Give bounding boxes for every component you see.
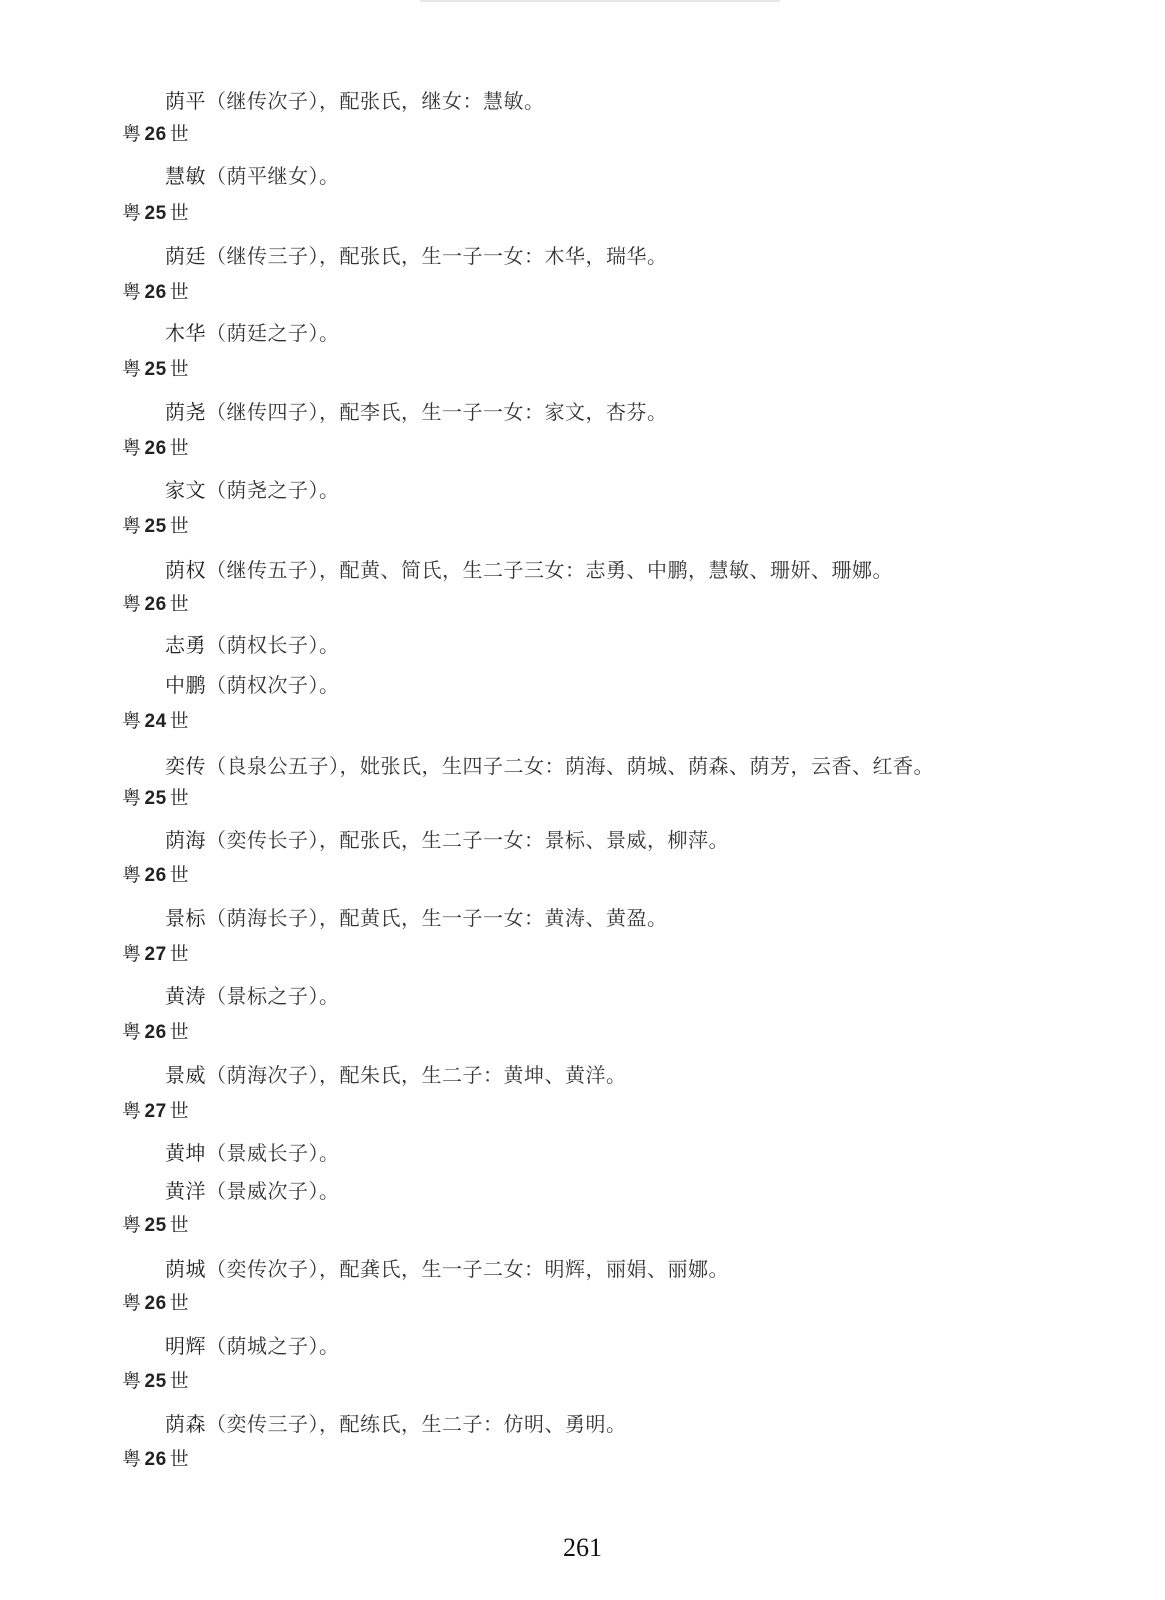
person-description: （继传五子），配黄、简氏，生二子三女：志勇、中鹏，慧敏、珊妍、珊娜。	[206, 558, 893, 582]
person-description: （荫海长子），配黄氏，生一子一女：黄涛、黄盈。	[206, 906, 668, 930]
person-entry	[165, 983, 340, 1009]
person-name: 慧敏	[165, 164, 206, 188]
person-name: 荫海	[165, 828, 206, 852]
generation-suffix: 世	[169, 516, 190, 537]
generation-suffix: 世	[169, 124, 190, 145]
generation-suffix: 世	[169, 203, 190, 224]
scan-edge-line	[420, 0, 780, 2]
person-entry	[165, 243, 668, 269]
person-entry	[165, 399, 668, 425]
generation-prefix: 粤	[122, 359, 142, 380]
generation-heading	[122, 280, 189, 306]
person-description: （继传次子），配张氏，继女：慧敏。	[206, 89, 545, 113]
person-description: （荫城之子）。	[206, 1334, 340, 1358]
person-name: 黄洋	[165, 1179, 206, 1203]
generation-prefix: 粤	[122, 594, 142, 615]
person-name: 景标	[165, 906, 206, 930]
person-name: 黄坤	[165, 1141, 206, 1165]
generation-number: 26	[144, 1022, 167, 1043]
generation-suffix: 世	[169, 1293, 190, 1314]
generation-prefix: 粤	[122, 1215, 142, 1236]
generation-number: 27	[144, 944, 167, 965]
person-entry	[165, 88, 545, 114]
generation-suffix: 世	[169, 1371, 190, 1392]
person-name: 志勇	[165, 633, 206, 657]
generation-suffix: 世	[169, 1022, 190, 1043]
generation-heading	[122, 122, 189, 148]
person-description: （荫廷之子）。	[206, 321, 340, 345]
generation-prefix: 粤	[122, 1022, 142, 1043]
person-entry	[165, 1333, 340, 1359]
generation-heading	[122, 436, 189, 462]
person-description: （奕传次子），配龚氏，生一子二女：明辉，丽娟、丽娜。	[206, 1257, 729, 1281]
generation-heading	[122, 709, 189, 735]
generation-number: 24	[144, 711, 167, 732]
generation-prefix: 粤	[122, 438, 142, 459]
generation-heading	[122, 1447, 189, 1473]
generation-number: 26	[144, 282, 167, 303]
person-name: 家文	[165, 478, 206, 502]
generation-suffix: 世	[169, 282, 190, 303]
generation-number: 26	[144, 865, 167, 886]
generation-suffix: 世	[169, 788, 190, 809]
person-description: （荫平继女）。	[206, 164, 340, 188]
person-name: 荫廷	[165, 244, 206, 268]
person-description: （景威次子）。	[206, 1179, 340, 1203]
generation-suffix: 世	[169, 1449, 190, 1470]
person-name: 荫尧	[165, 400, 206, 424]
generation-prefix: 粤	[122, 944, 142, 965]
person-name: 黄涛	[165, 984, 206, 1008]
generation-number: 25	[144, 1215, 167, 1236]
person-entry	[165, 753, 934, 779]
generation-prefix: 粤	[122, 788, 142, 809]
generation-number: 26	[144, 438, 167, 459]
person-entry	[165, 477, 340, 503]
person-description: （奕传长子），配张氏，生二子一女：景标、景威，柳萍。	[206, 828, 729, 852]
person-entry	[165, 905, 668, 931]
generation-number: 25	[144, 788, 167, 809]
person-description: （良泉公五子），妣张氏，生四子二女：荫海、荫城、荫森、荫芳，云香、红香。	[206, 754, 934, 778]
person-description: （奕传三子），配练氏，生二子：仿明、勇明。	[206, 1412, 627, 1436]
generation-prefix: 粤	[122, 203, 142, 224]
person-description: （景威长子）。	[206, 1141, 340, 1165]
person-name: 木华	[165, 321, 206, 345]
person-entry	[165, 163, 340, 189]
generation-number: 26	[144, 594, 167, 615]
generation-heading	[122, 357, 189, 383]
person-name: 奕传	[165, 754, 206, 778]
person-entry	[165, 1178, 340, 1204]
person-entry	[165, 1256, 729, 1282]
generation-prefix: 粤	[122, 516, 142, 537]
generation-suffix: 世	[169, 438, 190, 459]
generation-heading	[122, 1291, 189, 1317]
generation-suffix: 世	[169, 944, 190, 965]
person-entry	[165, 1062, 627, 1088]
person-entry	[165, 1411, 627, 1437]
person-description: （荫尧之子）。	[206, 478, 340, 502]
generation-suffix: 世	[169, 359, 190, 380]
generation-number: 26	[144, 1293, 167, 1314]
person-entry	[165, 557, 893, 583]
generation-prefix: 粤	[122, 1371, 142, 1392]
generation-heading	[122, 1369, 189, 1395]
generation-number: 25	[144, 1371, 167, 1392]
page-number: 261	[563, 1533, 602, 1562]
generation-suffix: 世	[169, 711, 190, 732]
person-name: 景威	[165, 1063, 206, 1087]
person-description: （荫权次子）。	[206, 673, 340, 697]
generation-heading	[122, 942, 189, 968]
person-entry	[165, 632, 340, 658]
generation-prefix: 粤	[122, 1293, 142, 1314]
generation-number: 26	[144, 1449, 167, 1470]
generation-number: 25	[144, 516, 167, 537]
generation-heading	[122, 1020, 189, 1046]
person-description: （继传四子），配李氏，生一子一女：家文，杏芬。	[206, 400, 668, 424]
generation-heading	[122, 786, 189, 812]
generation-number: 26	[144, 124, 167, 145]
person-entry	[165, 672, 340, 698]
generation-number: 25	[144, 203, 167, 224]
generation-prefix: 粤	[122, 1101, 142, 1122]
person-description: （继传三子），配张氏，生一子一女：木华，瑞华。	[206, 244, 668, 268]
generation-prefix: 粤	[122, 1449, 142, 1470]
generation-suffix: 世	[169, 594, 190, 615]
generation-heading	[122, 1213, 189, 1239]
generation-number: 25	[144, 359, 167, 380]
person-name: 荫森	[165, 1412, 206, 1436]
person-description: （荫海次子），配朱氏，生二子：黄坤、黄洋。	[206, 1063, 627, 1087]
generation-heading	[122, 592, 189, 618]
person-entry	[165, 827, 729, 853]
generation-prefix: 粤	[122, 711, 142, 732]
person-name: 荫城	[165, 1257, 206, 1281]
generation-suffix: 世	[169, 1215, 190, 1236]
person-entry	[165, 320, 340, 346]
generation-heading	[122, 863, 189, 889]
generation-suffix: 世	[169, 1101, 190, 1122]
generation-prefix: 粤	[122, 865, 142, 886]
generation-suffix: 世	[169, 865, 190, 886]
person-entry	[165, 1140, 340, 1166]
generation-number: 27	[144, 1101, 167, 1122]
person-name: 中鹏	[165, 673, 206, 697]
generation-heading	[122, 514, 189, 540]
generation-heading	[122, 1099, 189, 1125]
generation-heading	[122, 201, 189, 227]
person-name: 明辉	[165, 1334, 206, 1358]
person-description: （荫权长子）。	[206, 633, 340, 657]
person-name: 荫权	[165, 558, 206, 582]
generation-prefix: 粤	[122, 124, 142, 145]
person-name: 荫平	[165, 89, 206, 113]
generation-prefix: 粤	[122, 282, 142, 303]
person-description: （景标之子）。	[206, 984, 340, 1008]
